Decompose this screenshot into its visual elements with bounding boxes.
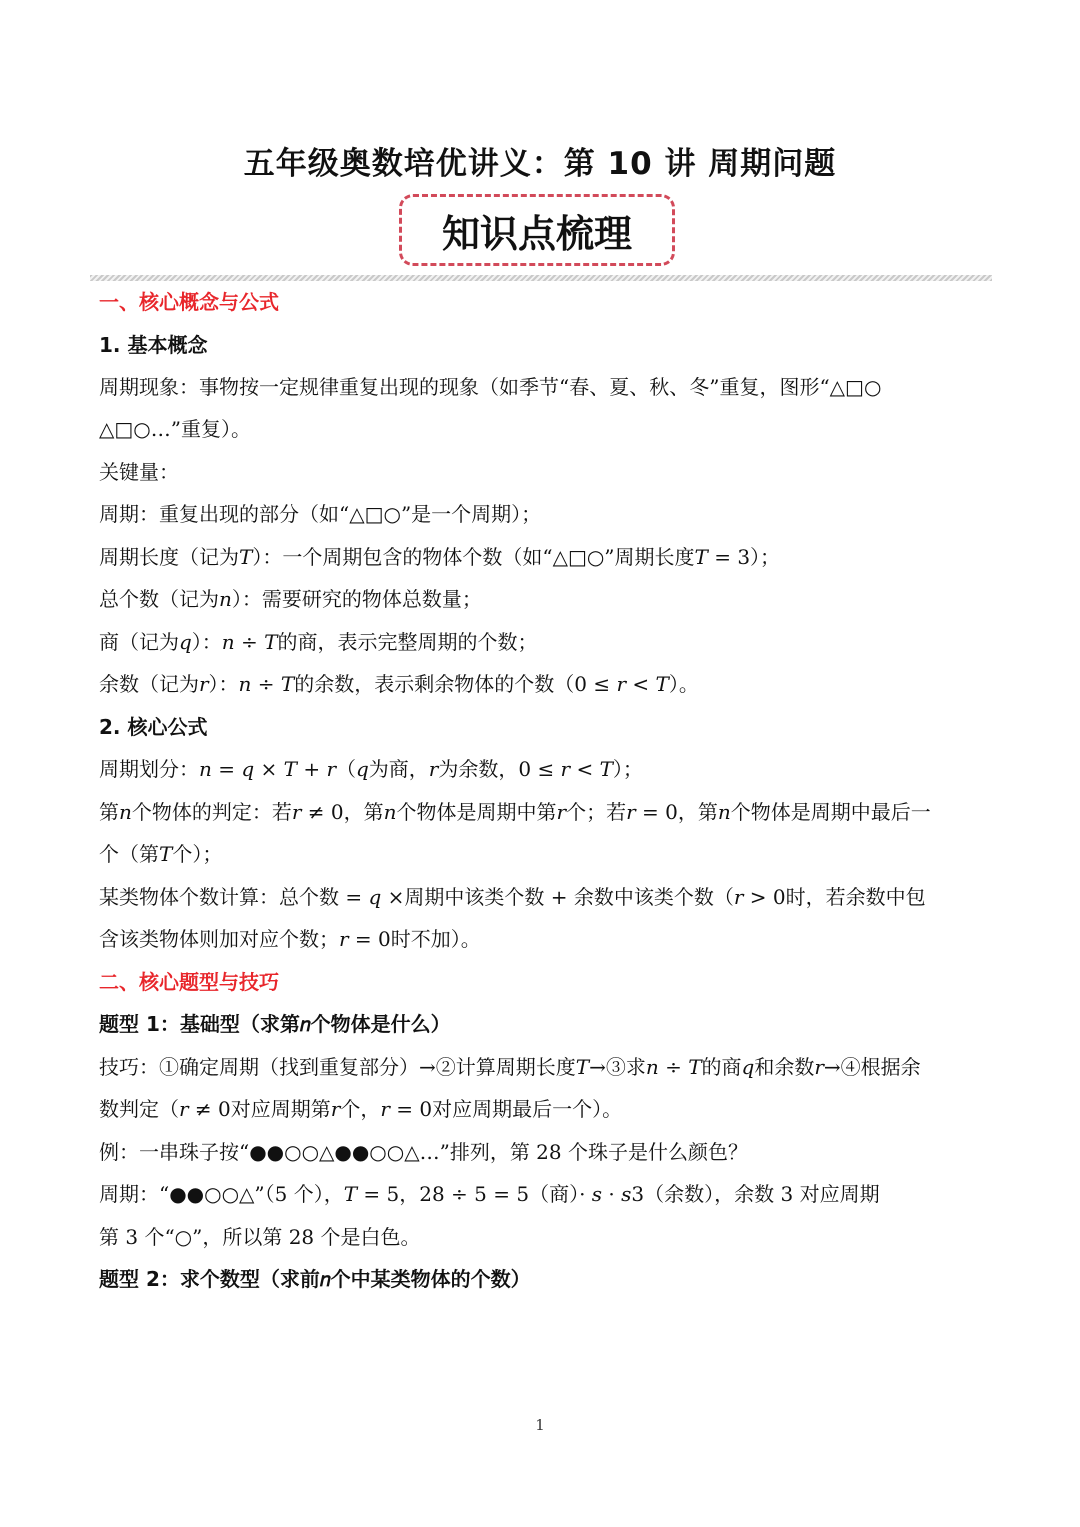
section-2-heading: 二、核心题型与技巧	[99, 970, 279, 994]
divider	[90, 275, 992, 281]
text-line: 某类物体个数计算：总个数 = 𝑞 ×周期中该类个数 + 余数中该类个数（𝑟 > 0时，若余数中包	[99, 885, 926, 909]
text-line: 个（第𝑇个）；	[99, 842, 223, 866]
text-line: 总个数（记为𝑛）：需要研究的物体总数量；	[99, 587, 482, 611]
section-1-heading: 一、核心概念与公式	[99, 290, 279, 314]
text-line: 第 3 个“○”，所以第 28 个是白色。	[99, 1225, 421, 1249]
text-line: 数判定（𝑟 ≠ 0对应周期第𝑟个，𝑟 = 0对应周期最后一个）。	[99, 1097, 623, 1121]
type-2-heading: 题型 2：求个数型（求前𝑛个中某类物体的个数）	[99, 1267, 531, 1291]
text-line: 余数（记为𝑟）：𝑛 ÷ 𝑇的余数，表示剩余物体的个数（0 ≤ 𝑟 < 𝑇）。	[99, 672, 699, 696]
text-line: △□○…”重复）。	[99, 417, 251, 441]
page-number: 1	[535, 1416, 545, 1434]
subsection-core-formulas: 2. 核心公式	[99, 715, 208, 739]
text-line: 周期长度（记为𝑇）：一个周期包含的物体个数（如“△□○”周期长度𝑇 = 3）；	[99, 545, 781, 569]
text-line: 周期：“●●○○△”（5 个），𝑇 = 5，28 ÷ 5 = 5（商）· 𝑠 · 𝑠3（余数），余数 3 对应周期	[99, 1182, 880, 1206]
subsection-basic-concepts: 1. 基本概念	[99, 333, 208, 357]
text-line: 第𝑛个物体的判定：若𝑟 ≠ 0，第𝑛个物体是周期中第𝑟个；若𝑟 = 0，第𝑛个物体是周期中最后一	[99, 800, 931, 824]
text-line: 周期现象：事物按一定规律重复出现的现象（如季节“春、夏、秋、冬”重复，图形“△□○	[99, 375, 882, 399]
text-line: 关键量：	[99, 460, 179, 484]
text-line: 含该类物体则加对应个数；𝑟 = 0时不加）。	[99, 927, 481, 951]
text-line: 周期划分：𝑛 = 𝑞 × 𝑇 + 𝑟（𝑞为商，𝑟为余数，0 ≤ 𝑟 < 𝑇）；	[99, 757, 643, 781]
text-line: 周期：重复出现的部分（如“△□○”是一个周期）；	[99, 502, 542, 526]
page-title: 五年级奥数培优讲义：第 10 讲 周期问题	[243, 146, 837, 182]
text-line: 技巧：①确定周期（找到重复部分）→②计算周期长度𝑇→③求𝑛 ÷ 𝑇的商𝑞和余数𝑟→④根据余	[99, 1055, 921, 1079]
section-box-title: 知识点梳理	[399, 194, 675, 266]
type-1-heading: 题型 1：基础型（求第𝑛个物体是什么）	[99, 1012, 451, 1036]
text-line: 商（记为𝑞）：𝑛 ÷ 𝑇的商，表示完整周期的个数；	[99, 630, 538, 654]
text-line: 例：一串珠子按“●●○○△●●○○△…”排列，第 28 个珠子是什么颜色？	[99, 1140, 748, 1164]
